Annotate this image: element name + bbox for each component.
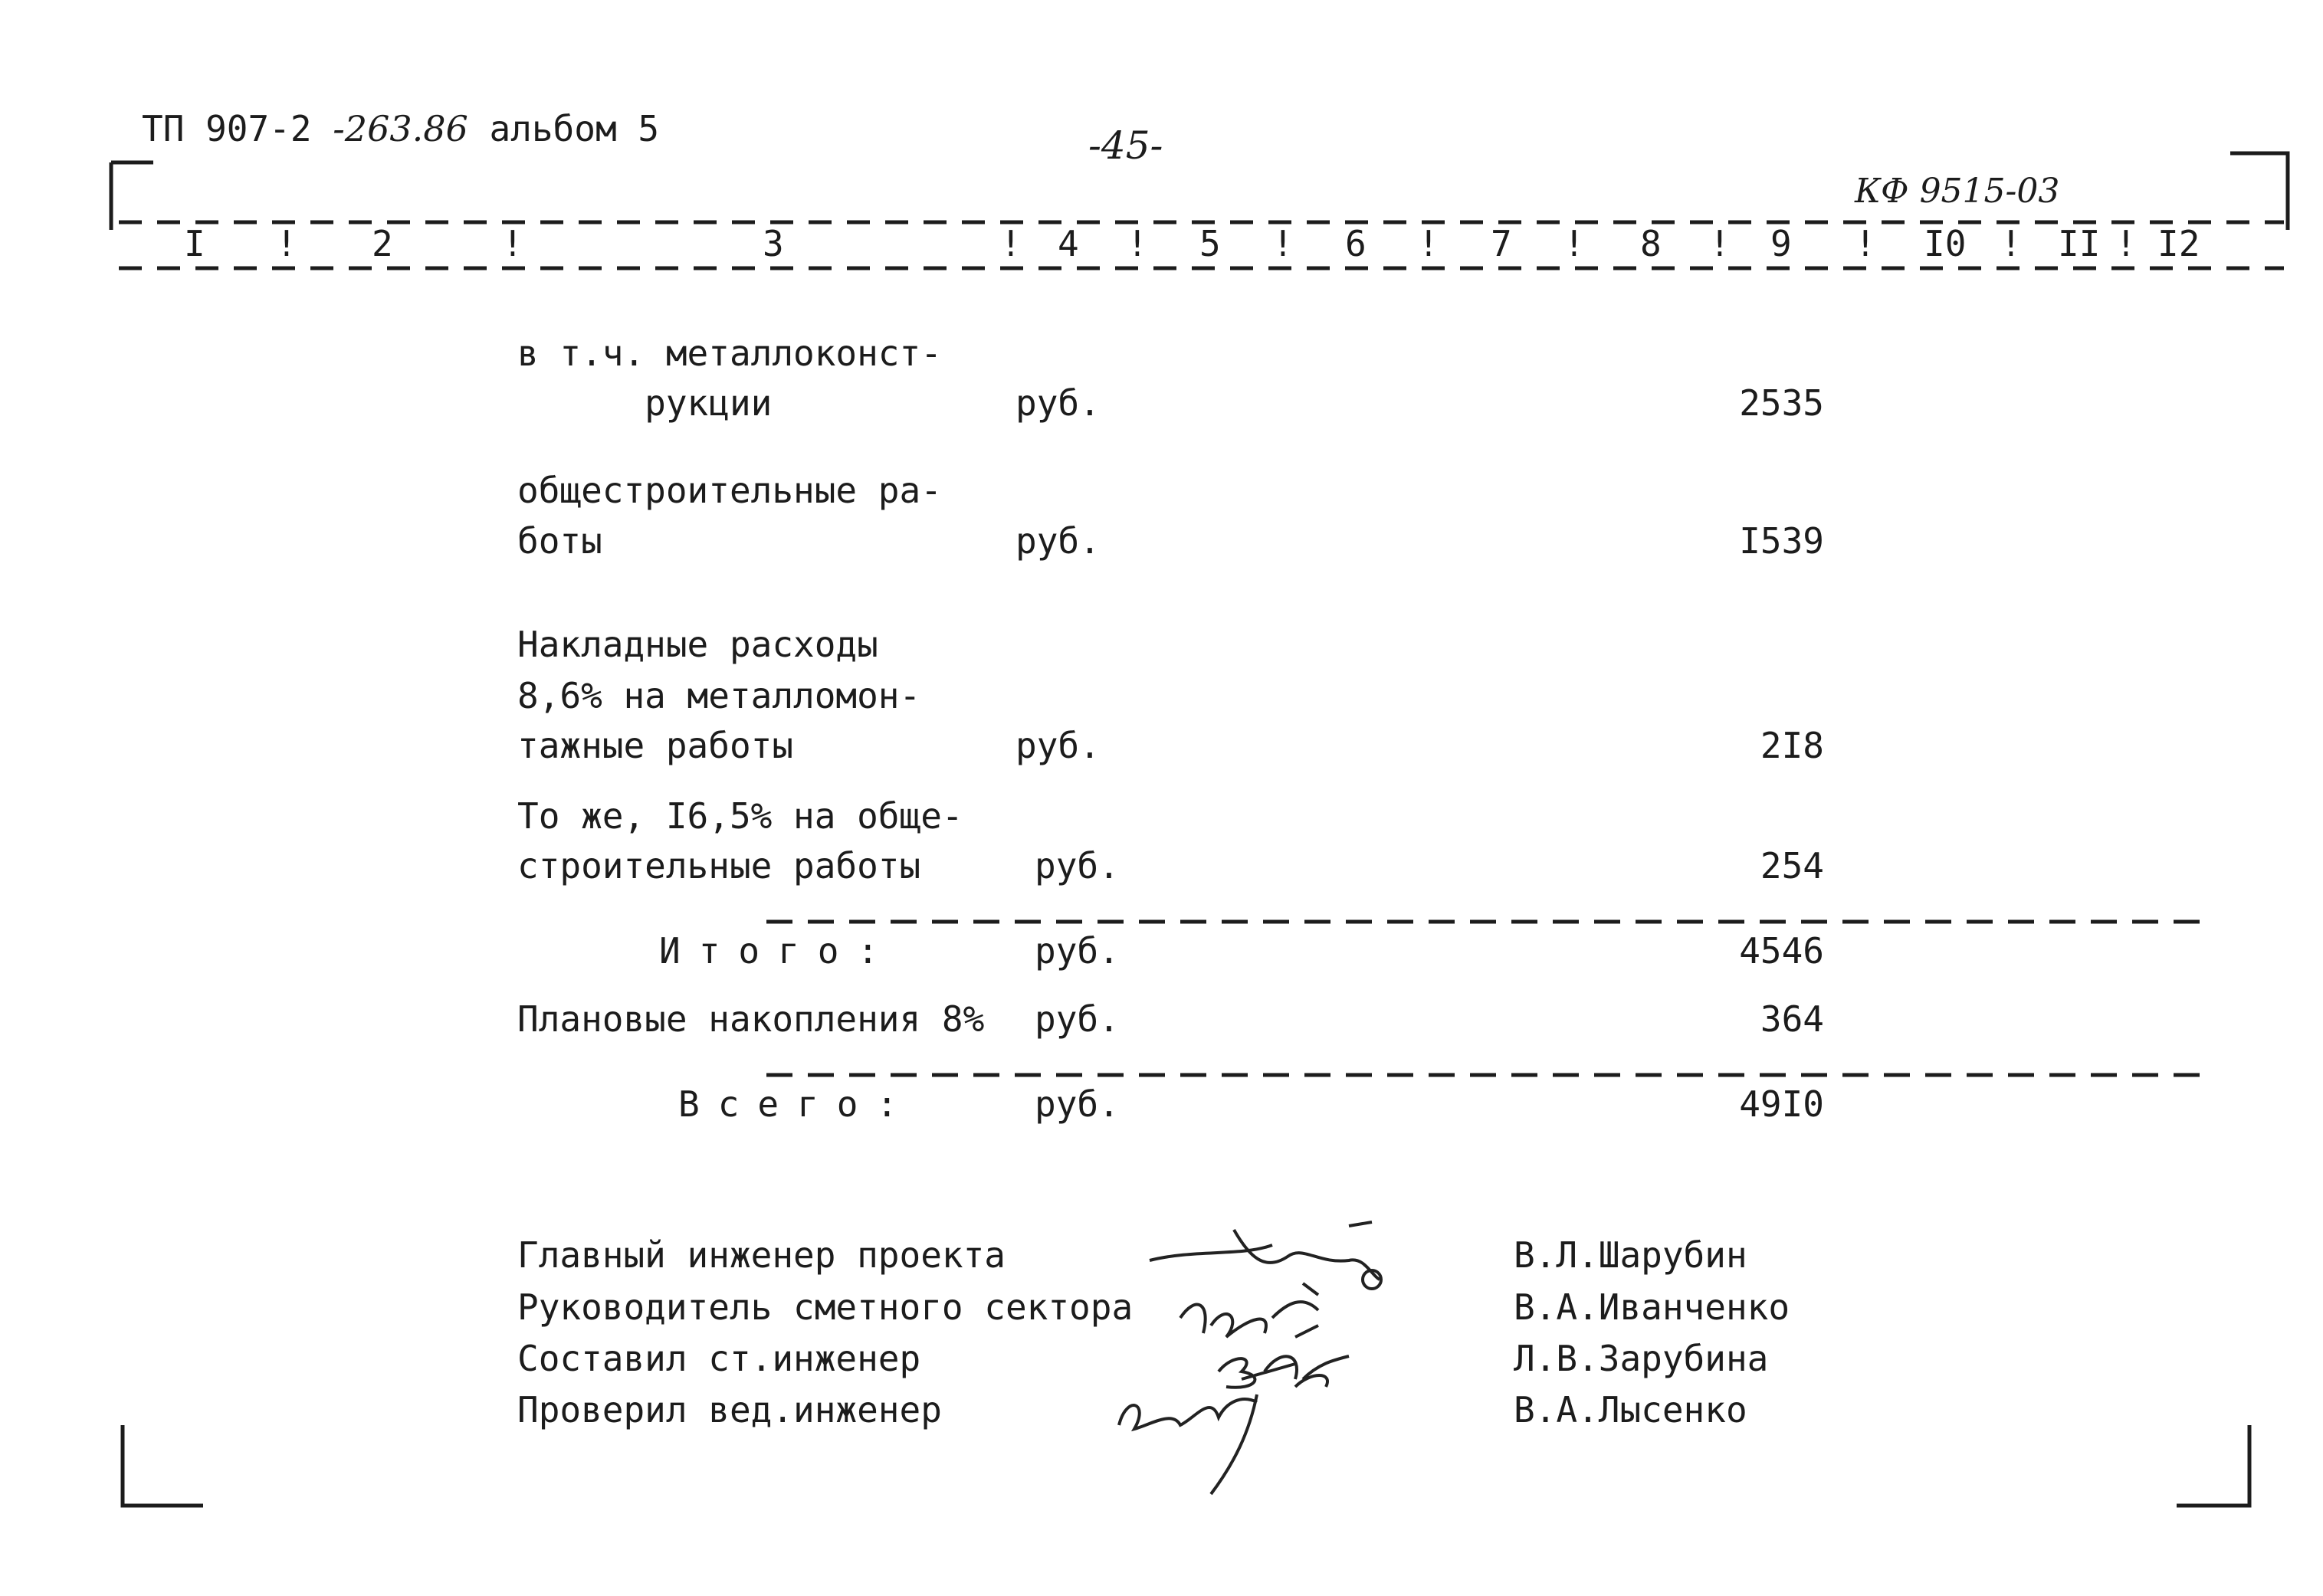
frame-corner-top-left bbox=[111, 162, 153, 230]
row-desc-line: в т.ч. металлоконст- bbox=[517, 333, 942, 374]
column-header-3: 3 bbox=[763, 223, 784, 264]
doc-code: ТП 907-2 bbox=[142, 108, 312, 149]
column-separator: ! bbox=[1127, 223, 1148, 264]
row-value: 2535 bbox=[1739, 382, 1824, 424]
column-header-9: 9 bbox=[1770, 223, 1792, 264]
column-header-1: I bbox=[184, 223, 205, 264]
plan-unit: руб. bbox=[1035, 998, 1120, 1040]
column-header-10: I0 bbox=[1924, 223, 1967, 264]
row-desc-line: То же, I6,5% на обще- bbox=[517, 795, 963, 837]
itogo-unit: руб. bbox=[1035, 930, 1120, 972]
row-unit: руб. bbox=[1015, 520, 1101, 562]
frame-corner-top-right bbox=[2230, 153, 2288, 230]
row-unit: руб. bbox=[1035, 845, 1120, 886]
frame-corner-bottom-left bbox=[123, 1425, 203, 1506]
row-desc-line: общестроительные ра- bbox=[517, 470, 942, 511]
itogo-label: Итого: bbox=[659, 930, 897, 972]
column-separator: ! bbox=[1709, 223, 1731, 264]
row-desc-line: боты bbox=[517, 520, 602, 562]
row-desc-line: строительные работы bbox=[517, 845, 921, 886]
column-separator: ! bbox=[1000, 223, 1022, 264]
column-separator: ! bbox=[1563, 223, 1585, 264]
row-unit: руб. bbox=[1015, 382, 1101, 424]
column-header-7: 7 bbox=[1491, 223, 1512, 264]
doc-number: -263.86 bbox=[333, 108, 468, 149]
row-value: 2I8 bbox=[1760, 725, 1824, 766]
signature-scribbles bbox=[1119, 1222, 1381, 1494]
document-code bbox=[142, 107, 659, 150]
row-desc-line: 8,6% на металломон- bbox=[517, 675, 921, 716]
column-separator: ! bbox=[276, 223, 297, 264]
row-value: I539 bbox=[1739, 520, 1824, 562]
album-label: альбом bbox=[489, 108, 617, 149]
row-value: 254 bbox=[1760, 845, 1824, 886]
row-desc-line: Накладные расходы bbox=[517, 624, 878, 665]
column-header-5: 5 bbox=[1199, 223, 1221, 264]
row-unit: руб. bbox=[1015, 725, 1101, 766]
vsego-label: Всего: bbox=[678, 1083, 917, 1125]
column-separator: ! bbox=[1855, 223, 1876, 264]
signature-name: В.А.Лысенко bbox=[1514, 1389, 1747, 1431]
signature-name: Л.В.Зарубина bbox=[1514, 1338, 1769, 1379]
frame-corner-bottom-right bbox=[2177, 1425, 2249, 1506]
column-header-8: 8 bbox=[1640, 223, 1662, 264]
row-desc-line: рукции bbox=[517, 382, 773, 424]
plan-value: 364 bbox=[1760, 998, 1824, 1040]
column-header-4: 4 bbox=[1058, 223, 1079, 264]
column-separator: ! bbox=[2000, 223, 2022, 264]
vsego-unit: руб. bbox=[1035, 1083, 1120, 1125]
itogo-value: 4546 bbox=[1739, 930, 1824, 972]
plan-label: Плановые накопления 8% bbox=[517, 998, 985, 1040]
column-header-12: I2 bbox=[2157, 223, 2200, 264]
page-number: -45- bbox=[1088, 123, 1163, 168]
column-separator: ! bbox=[1272, 223, 1294, 264]
column-separator: ! bbox=[1418, 223, 1439, 264]
column-header-6: 6 bbox=[1345, 223, 1367, 264]
signature-role: Проверил вед.инженер bbox=[517, 1389, 942, 1431]
signature-role: Составил ст.инженер bbox=[517, 1338, 921, 1379]
signature-name: В.Л.Шарубин bbox=[1514, 1234, 1747, 1276]
signature-role: Руководитель сметного сектора bbox=[517, 1286, 1134, 1328]
row-desc-line: тажные работы bbox=[517, 725, 794, 766]
sheet-code: КФ 9515-03 bbox=[1855, 172, 2060, 211]
signature-name: В.А.Иванченко bbox=[1514, 1286, 1790, 1328]
album-number: 5 bbox=[638, 108, 660, 149]
vsego-value: 49I0 bbox=[1739, 1083, 1824, 1125]
column-header-2: 2 bbox=[372, 223, 393, 264]
column-separator: ! bbox=[502, 223, 523, 264]
column-header-11: II bbox=[2058, 223, 2101, 264]
signature-role: Главный инженер проекта bbox=[517, 1234, 1006, 1276]
column-separator: ! bbox=[2115, 223, 2137, 264]
